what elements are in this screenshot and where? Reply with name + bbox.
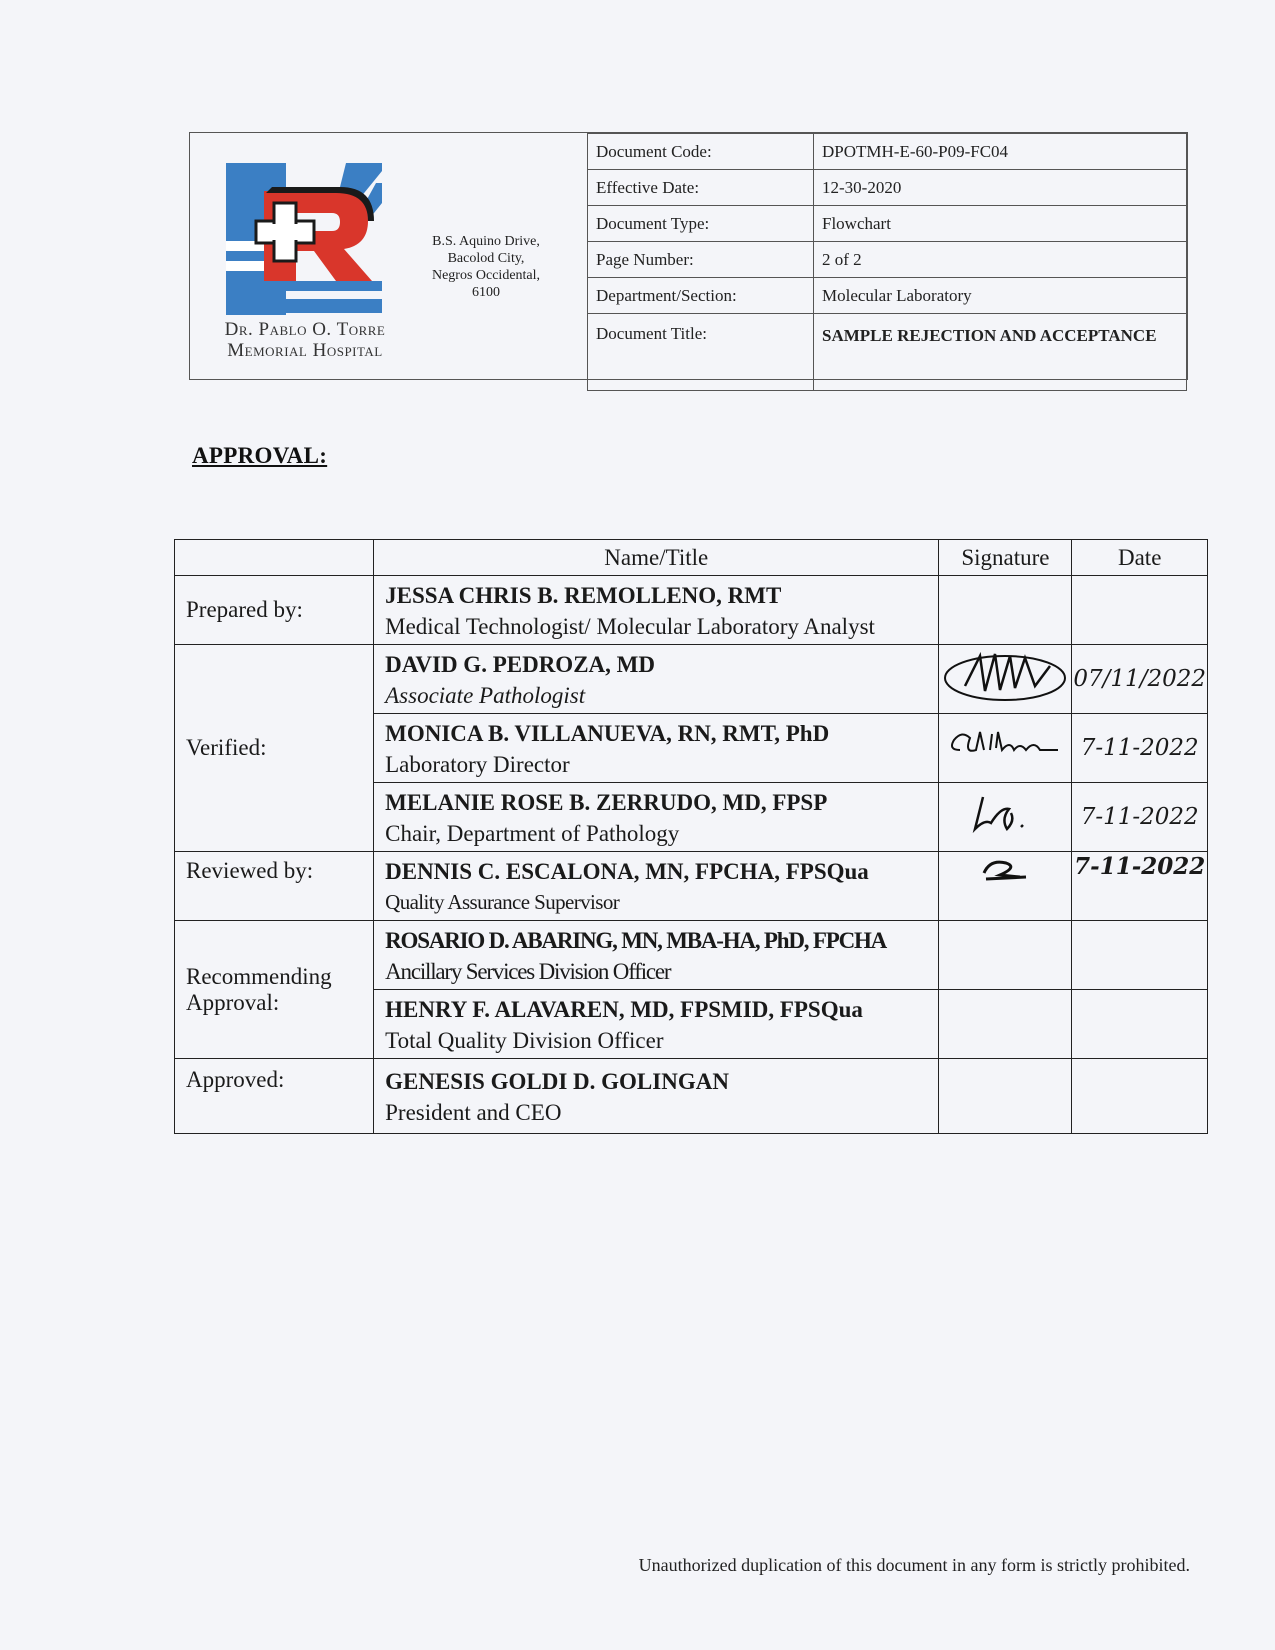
date-cell: 7-11-2022: [1072, 852, 1208, 921]
blank-header-cell: [175, 540, 374, 576]
meta-value: Flowchart: [814, 206, 1187, 242]
logo-cell: [190, 133, 588, 379]
meta-value: Molecular Laboratory: [814, 278, 1187, 314]
date-cell: [1072, 576, 1208, 645]
signature-cell: [939, 990, 1072, 1059]
person-title: Ancillary Services Division Officer: [385, 959, 671, 984]
signature-scribble: [940, 646, 1070, 706]
address-line: B.S. Aquino Drive,: [432, 234, 540, 249]
hospital-name: [200, 319, 410, 361]
role-label: Verified:: [175, 645, 374, 852]
signature-cell: [939, 921, 1072, 990]
hospital-name-line2: Memorial Hospital: [227, 340, 383, 361]
person-title: Quality Assurance Supervisor: [385, 890, 620, 914]
meta-label: Document Code:: [588, 134, 814, 170]
person-name: MONICA B. VILLANUEVA, RN, RMT, PhD: [385, 721, 830, 746]
meta-row: [588, 206, 1187, 242]
person-name: GENESIS GOLDI D. GOLINGAN: [385, 1069, 729, 1094]
approval-row: [175, 921, 1208, 990]
document-header: [189, 132, 1188, 380]
document-title: SAMPLE REJECTION AND ACCEPTANCE: [814, 314, 1187, 391]
date-cell: 7-11-2022: [1072, 714, 1208, 783]
person-cell: [374, 645, 939, 714]
person-name: DAVID G. PEDROZA, MD: [385, 652, 655, 677]
signature-scribble: [965, 789, 1045, 839]
meta-label: Document Type:: [588, 206, 814, 242]
person-title: Total Quality Division Officer: [385, 1028, 664, 1053]
role-label: Approved:: [175, 1059, 374, 1134]
meta-row: [588, 242, 1187, 278]
approval-row: [175, 576, 1208, 645]
person-name: ROSARIO D. ABARING, MN, MBA-HA, PhD, FPCHA: [385, 928, 887, 953]
person-title: President and CEO: [385, 1100, 562, 1125]
approval-row: [175, 852, 1208, 921]
signature-cell: [939, 783, 1072, 852]
person-cell: [374, 852, 939, 921]
person-title: Chair, Department of Pathology: [385, 821, 680, 846]
document-meta-table: [587, 133, 1187, 391]
signature-cell: [939, 1059, 1072, 1134]
signature-cell: [939, 645, 1072, 714]
signature-cell: [939, 714, 1072, 783]
meta-value: DPOTMH-E-60-P09-FC04: [814, 134, 1187, 170]
meta-row: [588, 278, 1187, 314]
approval-row: [175, 1059, 1208, 1134]
meta-row: [588, 134, 1187, 170]
signature-scribble: [940, 720, 1070, 770]
meta-value: 2 of 2: [814, 242, 1187, 278]
person-title: Laboratory Director: [385, 752, 570, 777]
date-cell: 7-11-2022: [1072, 783, 1208, 852]
person-name: JESSA CHRIS B. REMOLLENO, RMT: [385, 583, 782, 608]
role-label: Prepared by:: [175, 576, 374, 645]
approval-row: [175, 645, 1208, 714]
approval-header-row: [175, 540, 1208, 576]
hospital-logo: [226, 163, 382, 315]
signature-cell: [939, 852, 1072, 921]
person-title: Medical Technologist/ Molecular Laboratory Analyst: [385, 614, 875, 639]
meta-label: Department/Section:: [588, 278, 814, 314]
meta-row: [588, 314, 1187, 391]
person-cell: [374, 576, 939, 645]
column-header: Signature: [939, 540, 1072, 576]
person-cell: [374, 783, 939, 852]
meta-label: Document Title:: [588, 314, 814, 391]
column-header: Name/Title: [374, 540, 939, 576]
signature-cell: [939, 576, 1072, 645]
person-cell: [374, 921, 939, 990]
approval-heading: APPROVAL:: [192, 443, 328, 468]
person-cell: [374, 714, 939, 783]
meta-label: Page Number:: [588, 242, 814, 278]
date-cell: [1072, 1059, 1208, 1134]
meta-value: 12-30-2020: [814, 170, 1187, 206]
person-name: HENRY F. ALAVAREN, MD, FPSMID, FPSQua: [385, 997, 863, 1022]
person-name: DENNIS C. ESCALONA, MN, FPCHA, FPSQua: [385, 859, 869, 884]
approval-table: [174, 539, 1208, 1134]
person-cell: [374, 1059, 939, 1134]
column-header: Date: [1072, 540, 1208, 576]
hospital-name-line1: Dr. Pablo O. Torre: [224, 319, 386, 340]
address-line: Bacolod City,: [447, 251, 525, 266]
person-name: MELANIE ROSE B. ZERRUDO, MD, FPSP: [385, 790, 828, 815]
hospital-address: [416, 233, 556, 301]
address-line: Negros Occidental,: [431, 268, 541, 283]
date-cell: [1072, 990, 1208, 1059]
role-label: Reviewed by:: [175, 852, 374, 921]
signature-scribble: [970, 853, 1040, 893]
meta-row: [588, 170, 1187, 206]
date-cell: 07/11/2022: [1072, 645, 1208, 714]
person-cell: [374, 990, 939, 1059]
date-cell: [1072, 921, 1208, 990]
person-title: Associate Pathologist: [385, 683, 586, 708]
meta-label: Effective Date:: [588, 170, 814, 206]
address-line: 6100: [472, 285, 500, 300]
footer-notice: Unauthorized duplication of this document in any form is strictly prohibited.: [638, 1555, 1190, 1575]
role-label: Recommending Approval:: [175, 921, 374, 1059]
